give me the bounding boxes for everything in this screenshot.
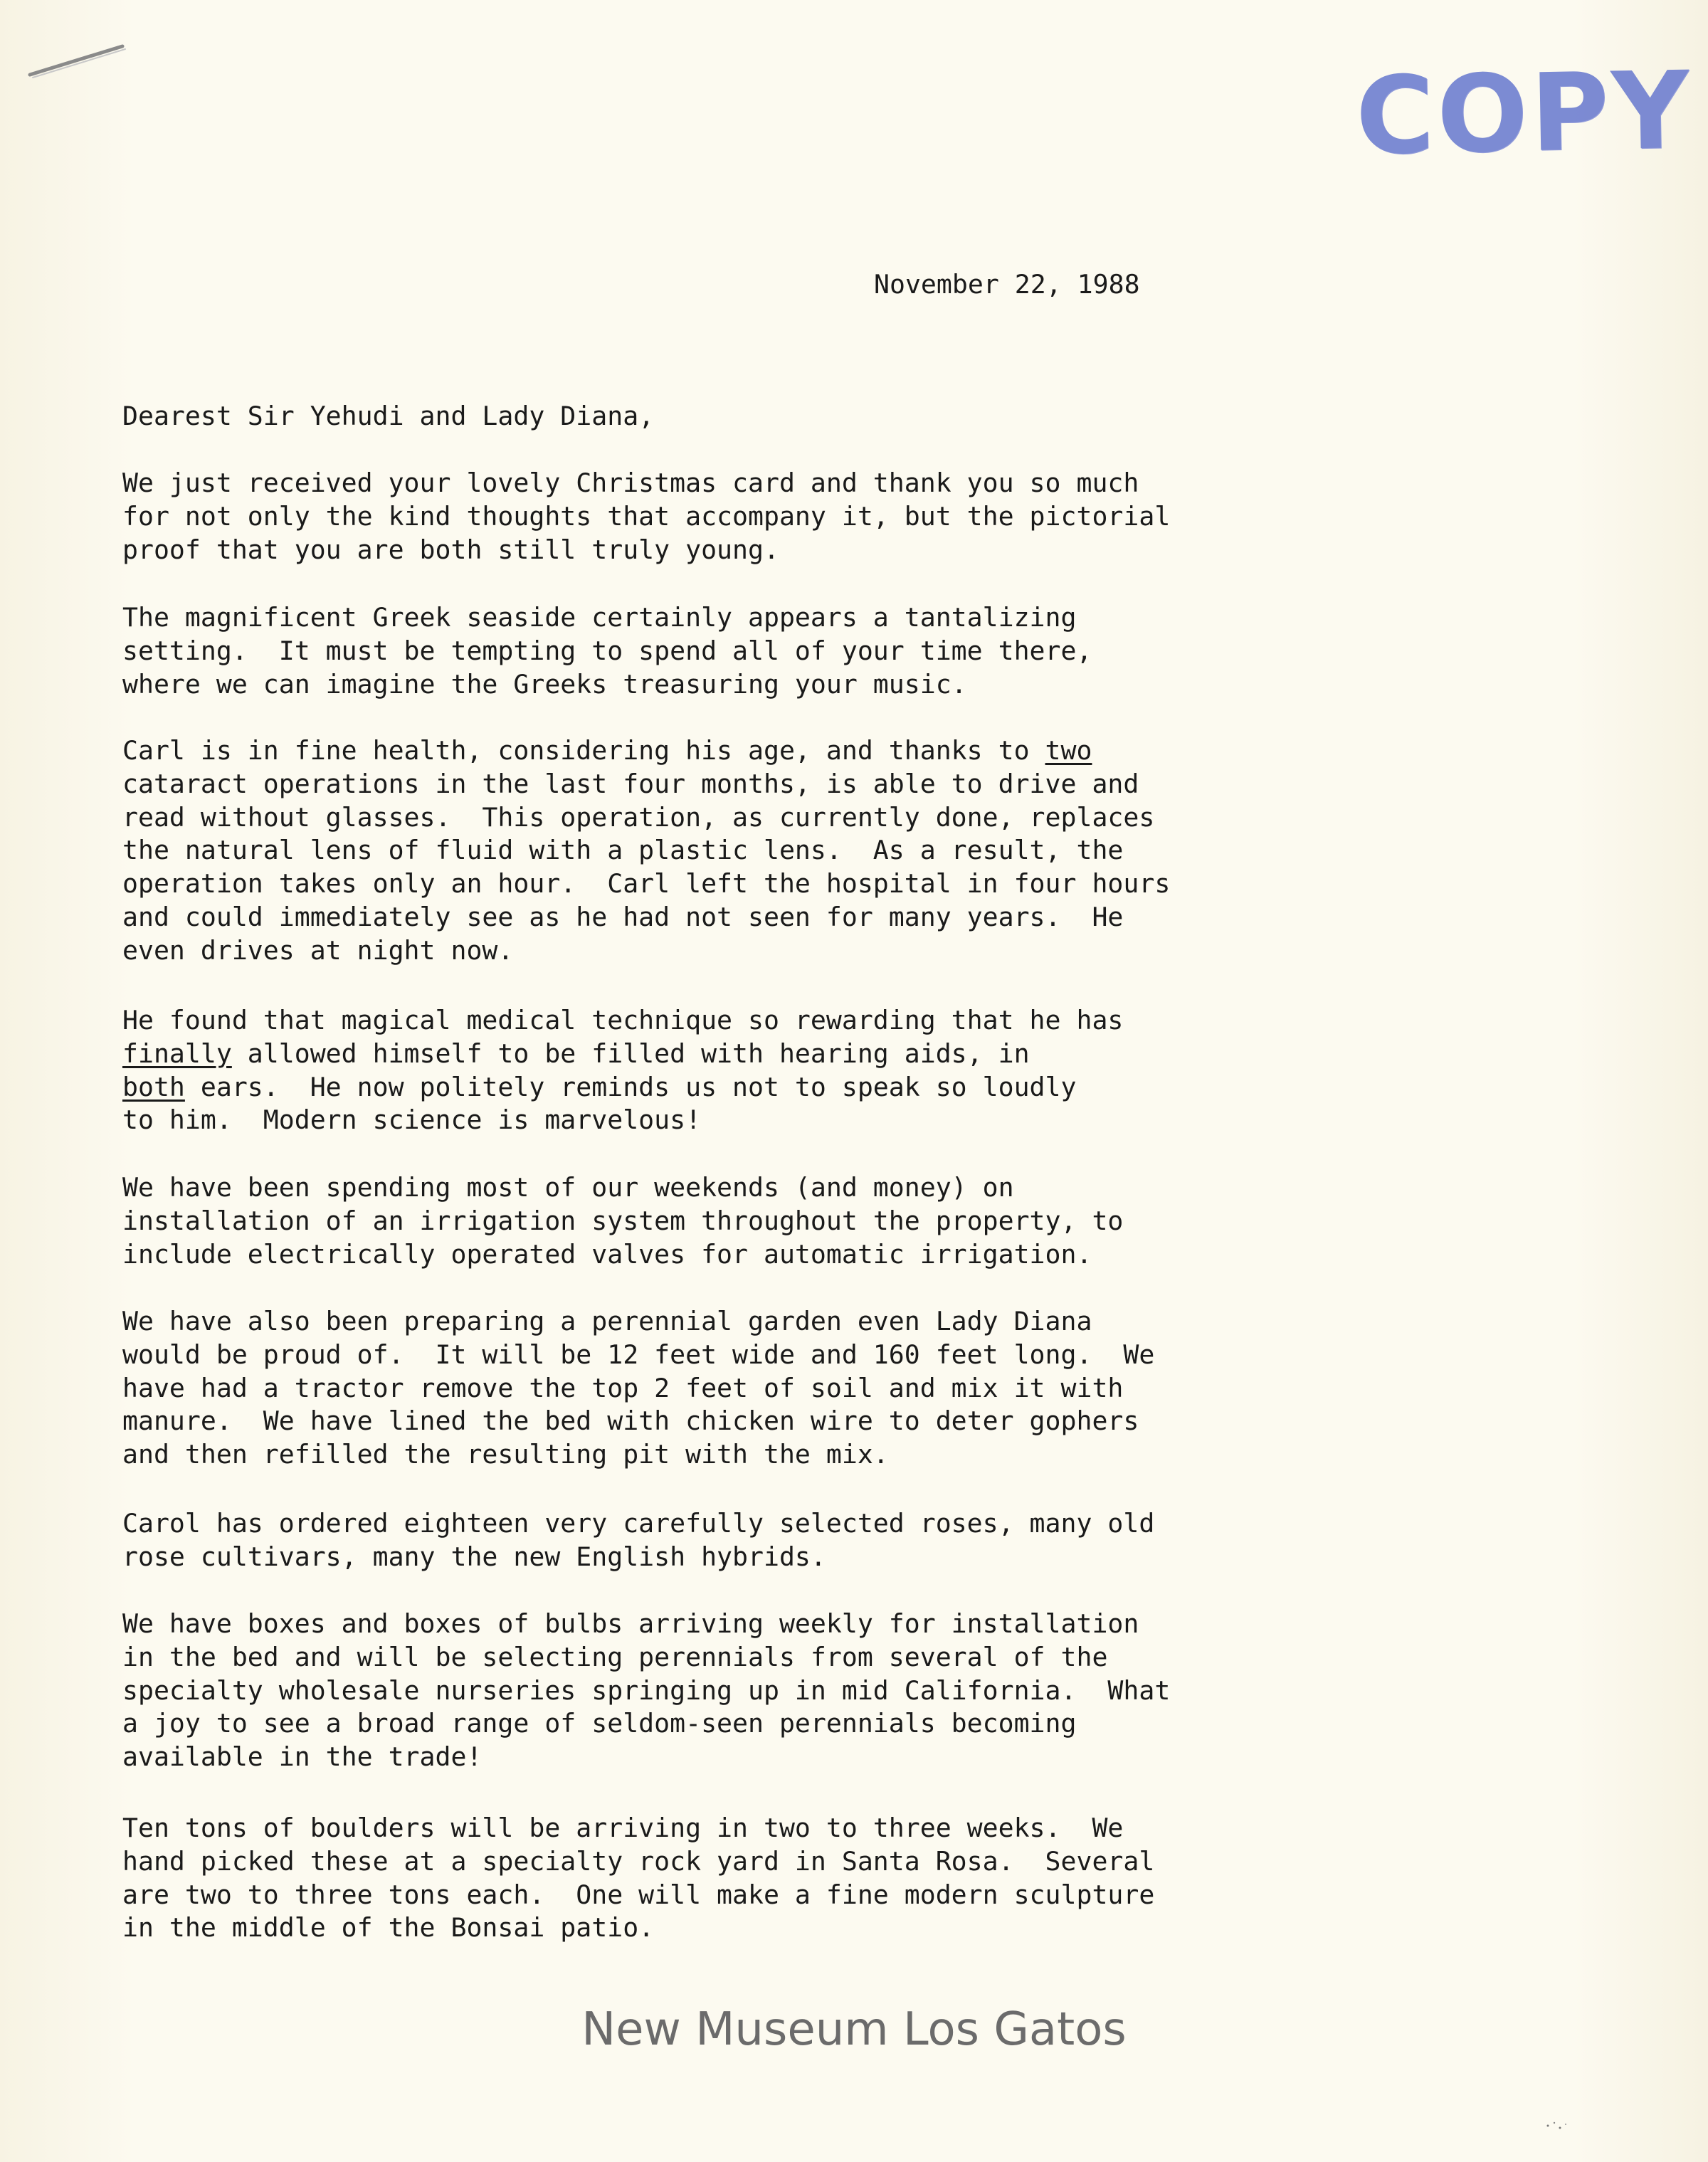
underlined-finally: finally [122,1038,232,1069]
paragraph-7: Carol has ordered eighteen very carefully selected roses, many old rose cultivars, many the new English hybrids. [122,1508,1155,1572]
letter-date: November 22, 1988 [874,269,1140,300]
paragraph-1: We just received your lovely Christmas card and thank you so much for not only the kind thoughts that accompany it, but the pictorial proof that you are both still truly young. [122,468,1171,565]
underlined-both: both [122,1071,185,1102]
paragraph-4: He found that magical medical technique so rewarding that he has finally allowed himself to be filled with hearing aids, in both ears. He now politely reminds us not to speak so loudly to him. Modern science is marvelous! [122,1005,1124,1136]
paragraph-3: Carl is in fine health, considering his age, and thanks to two cataract operations in the last four months, is able to drive and read without glasses. This operation, as currently done, replaces the natural lens of fluid with a plastic lens. As a result, the operation takes only an hour. Carl left the hospital in four hours and could immediately see as he had not seen for many years. He even drives at night now. [122,735,1171,966]
salutation: Dearest Sir Yehudi and Lady Diana, [122,401,655,431]
staple-mark [23,39,130,82]
museum-watermark: New Museum Los Gatos [581,2003,1127,2056]
paragraph-6: We have also been preparing a perennial garden even Lady Diana would be proud of. It will be 12 feet wide and 160 feet long. We have had a tractor remove the top 2 feet of soil and mix it with manure. We have lined the bed with chicken wire to deter gophers and then refilled the resulting pit with the mix. [122,1306,1155,1470]
underlined-two: two [1045,735,1092,766]
paper-specks [1544,2117,1573,2135]
paragraph-5: We have been spending most of our weekends (and money) on installation of an irrigation system throughout the property, to include electrically operated valves for automatic irrigation. [122,1172,1124,1270]
paragraph-2: The magnificent Greek seaside certainly appears a tantalizing setting. It must be tempting to spend all of your time there, where we can imagine the Greeks treasuring your music. [122,602,1092,700]
paragraph-9: Ten tons of boulders will be arriving in two to three weeks. We hand picked these at a specialty rock yard in Santa Rosa. Several are two to three tons each. One will make a fine modern sculpture in the middle of the Bonsai patio. [122,1813,1155,1944]
paragraph-8: We have boxes and boxes of bulbs arriving weekly for installation in the bed and will be selecting perennials from several of the specialty wholesale nurseries springing up in mid California. What a joy to see a broad range of seldom-seen perennials becoming available in the trade! [122,1608,1171,1773]
copy-stamp: COPY [1354,48,1693,179]
